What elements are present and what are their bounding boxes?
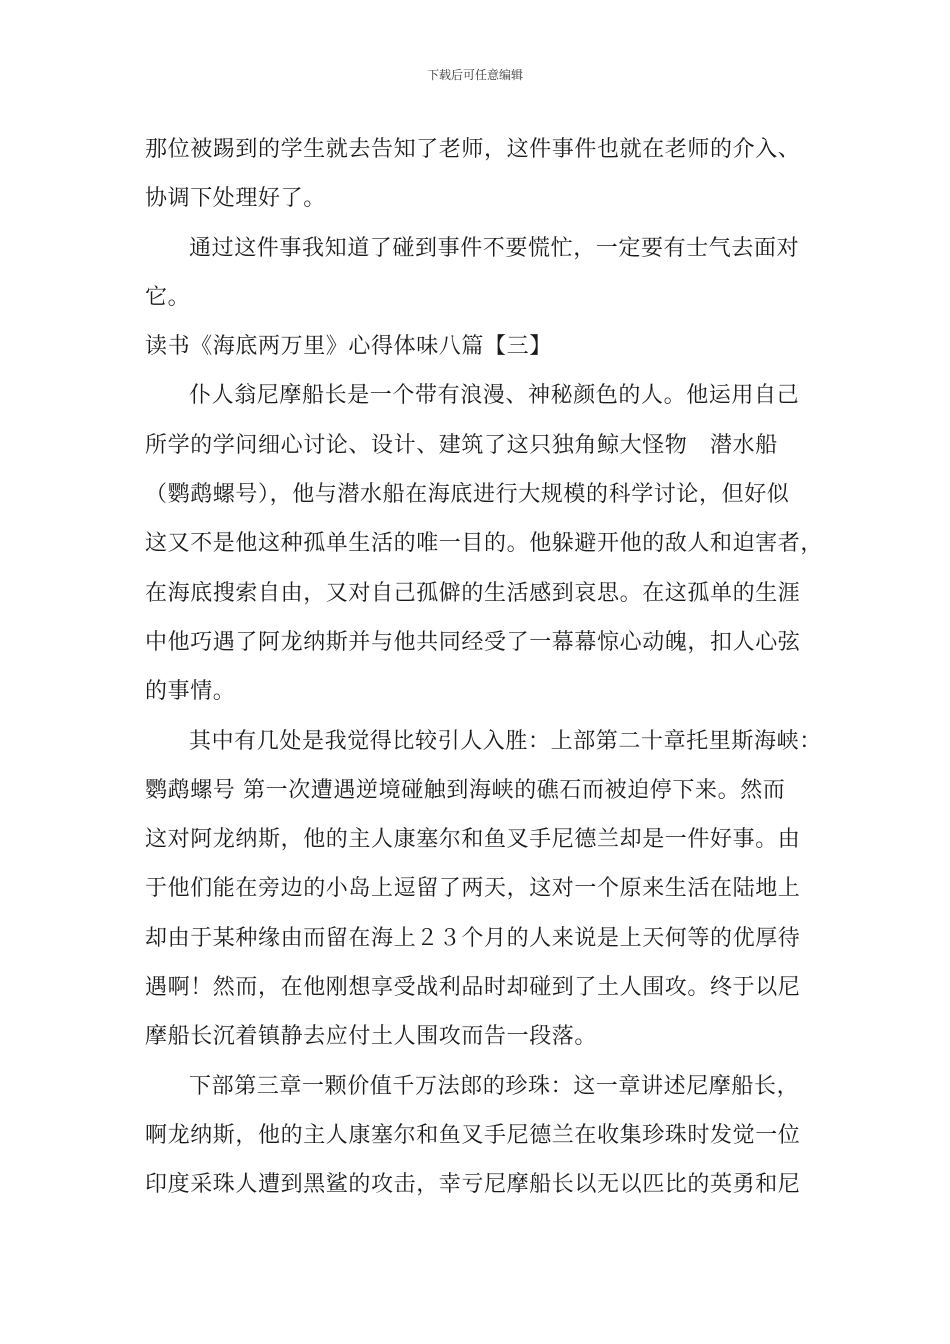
text-line: 这对阿龙纳斯，他的主人康塞尔和鱼叉手尼德兰却是一件好事。由 xyxy=(145,827,801,853)
text-line: 鹦鹉螺号 第一次遭遇逆境碰触到海峡的礁石而被迫停下来。然而 xyxy=(145,777,786,803)
section-heading: 读书《海底两万里》心得体味八篇【三】 xyxy=(145,334,552,360)
text-line: 的事情。 xyxy=(145,679,236,705)
text-line: 啊龙纳斯，他的主人康塞尔和鱼叉手尼德兰在收集珍珠时发觉一位 xyxy=(145,1122,801,1148)
text-line: 仆人翁尼摩船长是一个带有浪漫、神秘颜色的人。他运用自己 xyxy=(189,383,800,409)
text-line: 中他巧遇了阿龙纳斯并与他共同经受了一幕幕惊心动魄，扣人心弦 xyxy=(145,629,801,655)
text-line: （鹦鹉螺号），他与潜水船在海底进行大规模的科学讨论，但好似 xyxy=(145,482,790,508)
text-line: 这又不是他这种孤单生活的唯一目的。他躲避开他的敌人和迫害者， xyxy=(145,531,824,557)
text-line: 于他们能在旁边的小岛上逗留了两天，这对一个原来生活在陆地上 xyxy=(145,876,801,902)
text-line: 其中有几处是我觉得比较引人入胜：上部第二十章托里斯海峡： xyxy=(189,728,822,754)
text-line: 却由于某种缘由而留在海上２３个月的人来说是上天何等的优厚待 xyxy=(145,925,801,951)
text-line: 摩船长沉着镇静去应付土人围攻而告一段落。 xyxy=(145,1024,598,1050)
text-line: 遇啊！然而，在他刚想享受战利品时却碰到了土人围攻。终于以尼 xyxy=(145,975,801,1001)
text-line: 那位被踢到的学生就去告知了老师，这件事件也就在老师的介入、 xyxy=(145,137,801,162)
text-line: 通过这件事我知道了碰到事件不要慌忙，一定要有士气去面对 xyxy=(189,235,800,261)
text-line: 协调下处理好了。 xyxy=(145,186,326,212)
text-line: 在海底搜索自由，又对自己孤僻的生活感到哀思。在这孤单的生涯 xyxy=(145,580,801,606)
text-line: 它。 xyxy=(145,284,191,310)
text-line: 下部第三章一颗价值千万法郎的珍珠：这一章讲述尼摩船长， xyxy=(189,1073,800,1099)
text-line: 所学的学问细心讨论、设计、建筑了这只独角鲸大怪物 潜水船 xyxy=(145,432,778,458)
document-body xyxy=(145,125,824,1210)
text-line: 印度采珠人遭到黑鲨的攻击，幸亏尼摩船长以无以匹比的英勇和尼 xyxy=(145,1172,801,1198)
page-header: 下载后可任意编辑 xyxy=(426,68,523,82)
